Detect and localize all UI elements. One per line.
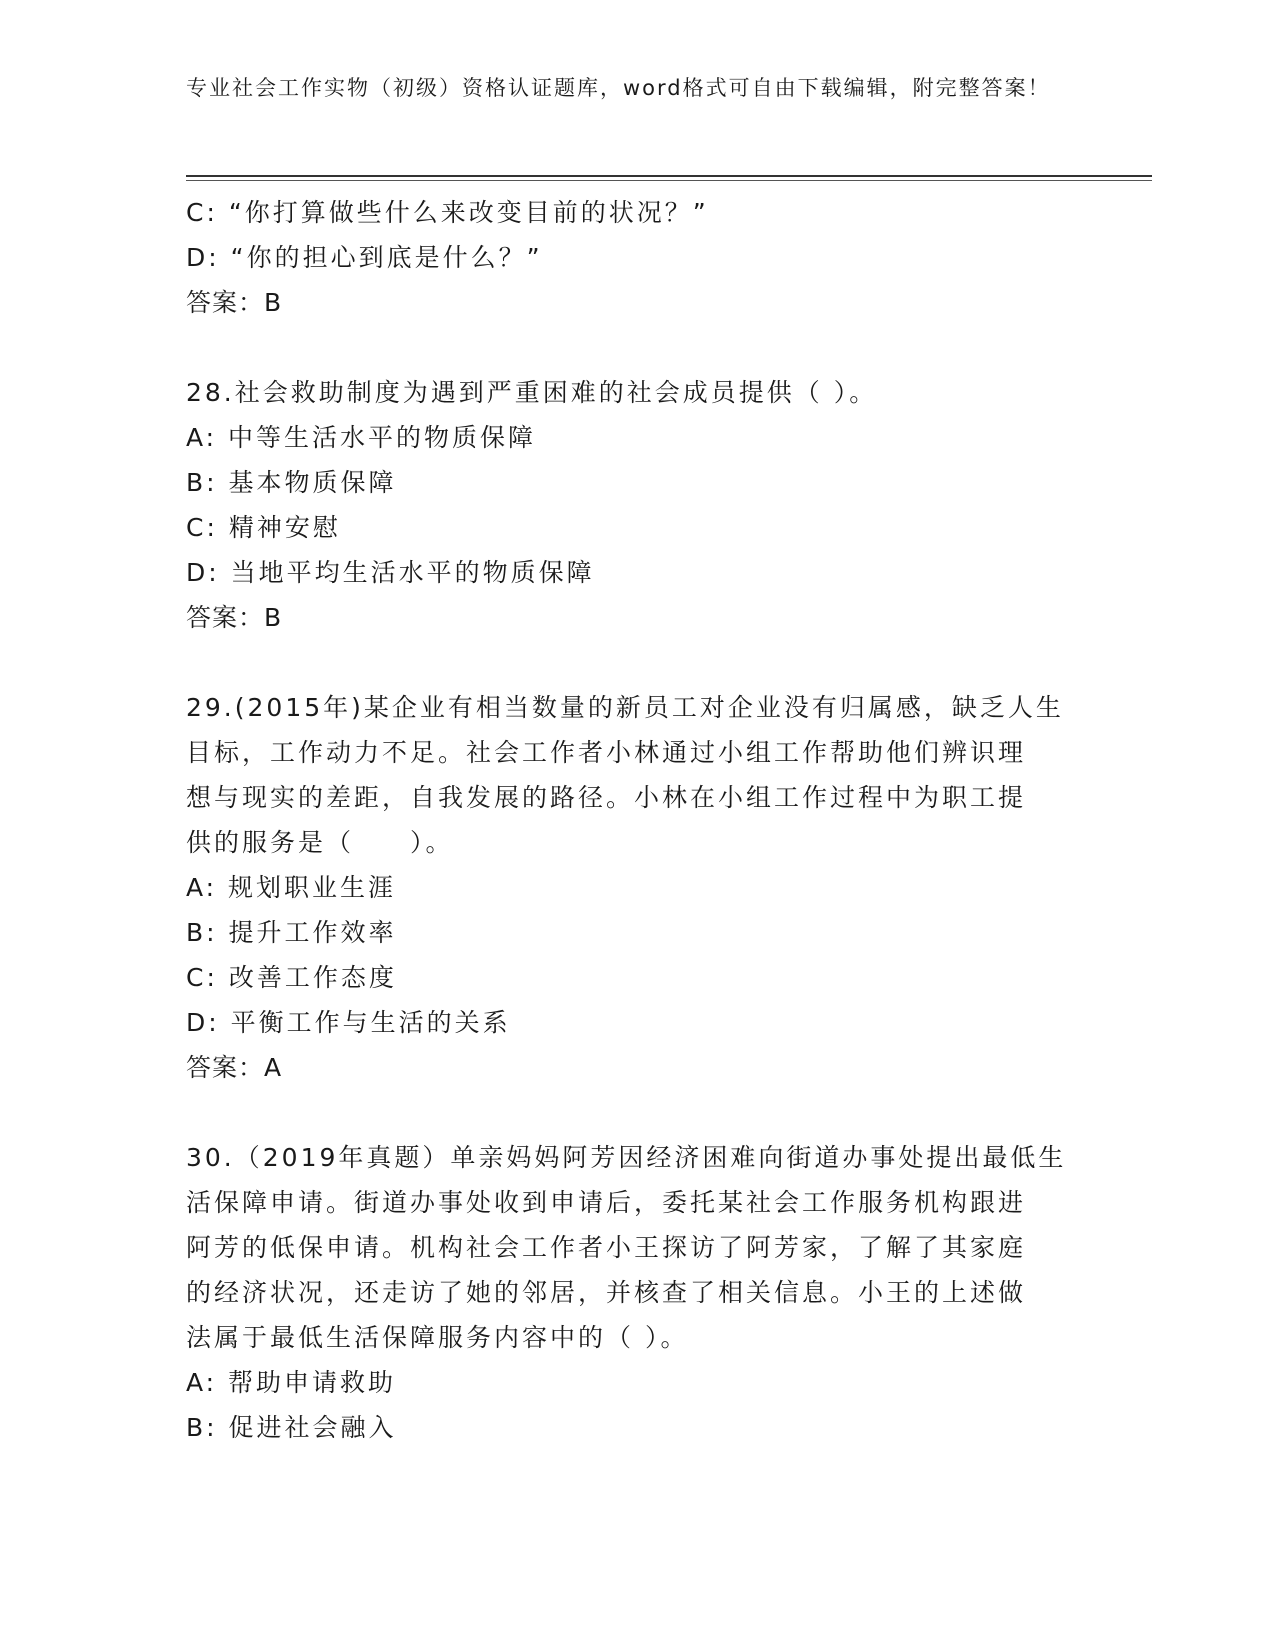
question-28-stem: 28.社会救助制度为遇到严重困难的社会成员提供（ ）。 — [186, 378, 878, 407]
option-a: A: 帮助申请救助 — [186, 1368, 397, 1397]
question-29-stem-line: 目标，工作动力不足。社会工作者小林通过小组工作帮助他们辨识理 — [186, 738, 1027, 767]
option-c: C: 精神安慰 — [186, 513, 341, 542]
answer: 答案：B — [186, 603, 283, 632]
spacer — [186, 640, 1086, 685]
option-b: B: 基本物质保障 — [186, 468, 397, 497]
question-30-stem-line: 阿芳的低保申请。机构社会工作者小王探访了阿芳家，了解了其家庭 — [186, 1233, 1027, 1262]
option-c: C: 改善工作态度 — [186, 963, 397, 992]
question-30-stem-line: 的经济状况，还走访了她的邻居，并核查了相关信息。小王的上述做 — [186, 1278, 1027, 1307]
page-header: 专业社会工作实物（初级）资格认证题库，word格式可自由下载编辑，附完整答案！ — [186, 76, 1051, 100]
option-d: D: 平衡工作与生活的关系 — [186, 1008, 511, 1037]
spacer — [186, 325, 1086, 370]
option-d: D: 当地平均生活水平的物质保障 — [186, 558, 595, 587]
question-29-stem-line: 供的服务是（ ）。 — [186, 828, 454, 857]
header-rule-thick — [186, 175, 1152, 177]
option-b: B: 促进社会融入 — [186, 1413, 397, 1442]
answer: 答案：B — [186, 288, 283, 317]
answer: 答案：A — [186, 1053, 283, 1082]
option-a: A: 规划职业生涯 — [186, 873, 397, 902]
question-29-stem-line: 29.(2015年)某企业有相当数量的新员工对企业没有归属感，缺乏人生 — [186, 693, 1064, 722]
question-30-stem-line: 法属于最低生活保障服务内容中的（ ）。 — [186, 1323, 689, 1352]
header-rule-thin — [186, 180, 1152, 181]
spacer — [186, 1090, 1086, 1135]
option-a: A: 中等生活水平的物质保障 — [186, 423, 537, 452]
question-30-stem-line: 活保障申请。街道办事处收到申请后，委托某社会工作服务机构跟进 — [186, 1188, 1027, 1217]
option-c: C: “你打算做些什么来改变目前的状况？” — [186, 198, 709, 227]
option-b: B: 提升工作效率 — [186, 918, 397, 947]
question-30-stem-line: 30.（2019年真题）单亲妈妈阿芳因经济困难向街道办事处提出最低生 — [186, 1143, 1067, 1172]
question-content — [186, 190, 1086, 1450]
question-29-stem-line: 想与现实的差距，自我发展的路径。小林在小组工作过程中为职工提 — [186, 783, 1027, 812]
option-d: D: “你的担心到底是什么？” — [186, 243, 543, 272]
